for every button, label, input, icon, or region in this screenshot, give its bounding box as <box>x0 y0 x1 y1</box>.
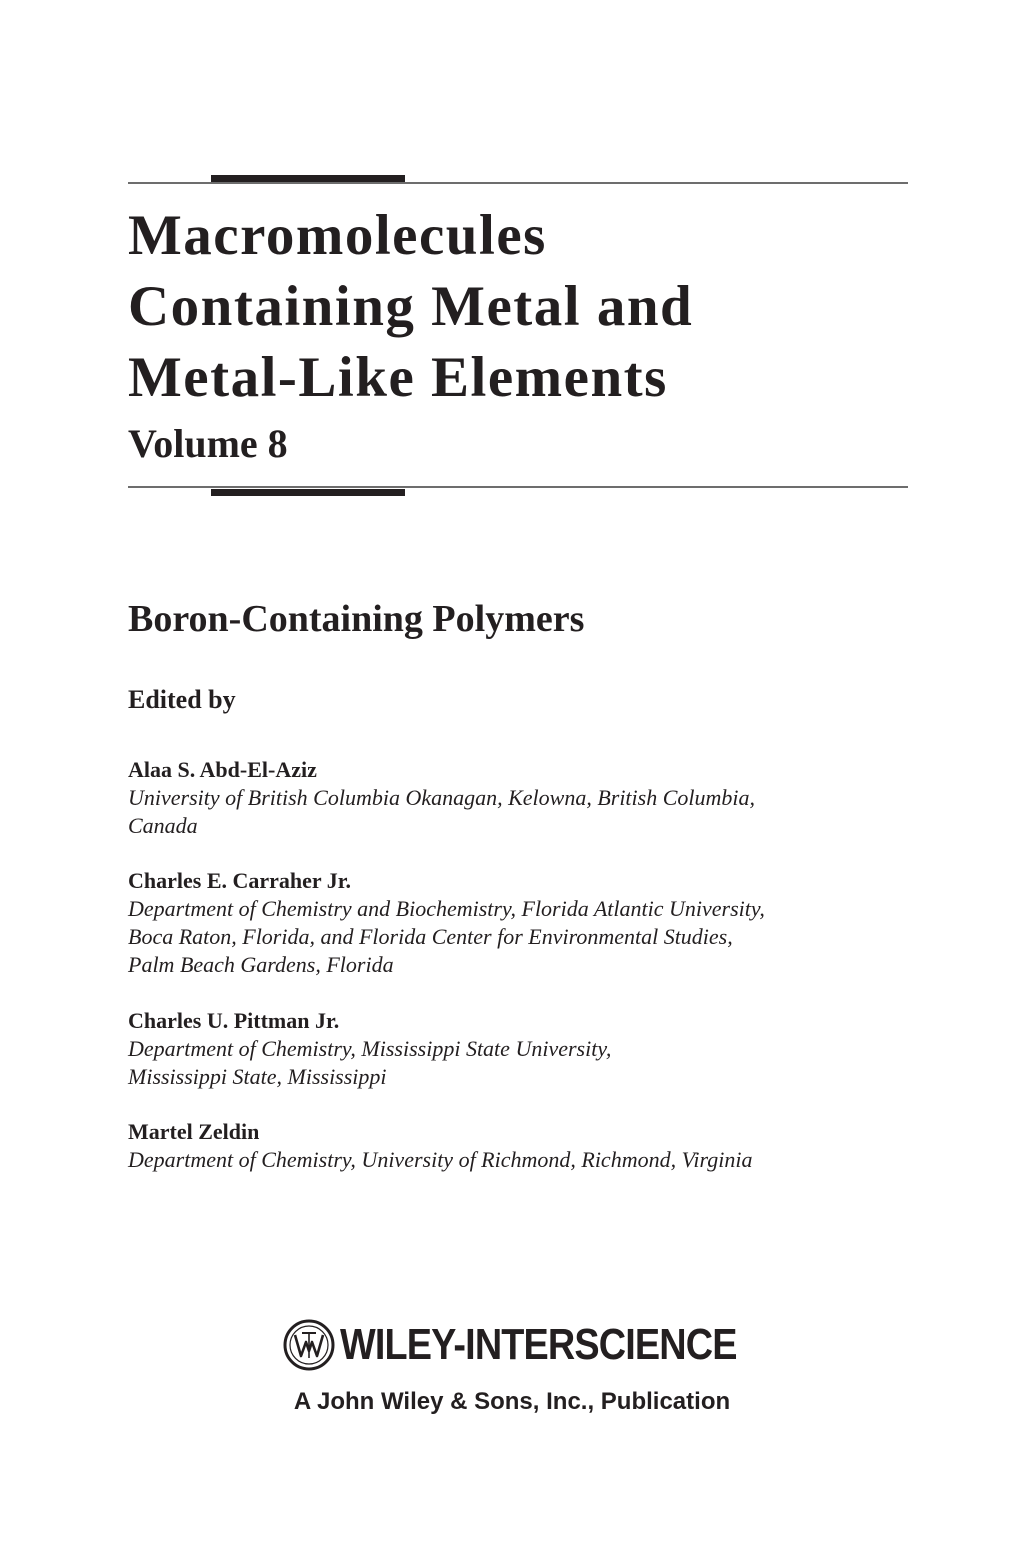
volume-label: Volume 8 <box>128 421 288 466</box>
edited-by-label: Edited by <box>128 685 236 714</box>
editor-block <box>128 756 908 840</box>
bottom-rule <box>128 486 908 488</box>
publisher-name: WILEY-INTERSCIENCE <box>340 1320 738 1369</box>
top-rule-accent <box>211 175 405 182</box>
editor-block <box>128 1007 908 1091</box>
editor-block <box>128 867 908 979</box>
editor-name: Alaa S. Abd-El-Aziz <box>128 757 317 782</box>
publisher-imprint <box>0 1318 1024 1417</box>
editor-name: Charles U. Pittman Jr. <box>128 1008 340 1033</box>
title-line: Containing Metal and <box>128 275 694 338</box>
editor-affiliation <box>128 1146 908 1174</box>
book-title <box>128 200 908 413</box>
publisher-logo-row <box>282 1318 741 1372</box>
affiliation-line: Mississippi State, Mississippi <box>128 1064 387 1089</box>
editor-affiliation <box>128 784 908 840</box>
editor-block <box>128 1118 908 1174</box>
affiliation-line: Department of Chemistry, University of Richmond, Richmond, Virginia <box>128 1147 753 1172</box>
editor-affiliation <box>128 895 908 979</box>
wiley-logo-icon <box>282 1318 336 1372</box>
editor-name: Martel Zeldin <box>128 1119 260 1144</box>
affiliation-line: Canada <box>128 813 198 838</box>
publisher-subline: A John Wiley & Sons, Inc., Publication <box>293 1388 731 1415</box>
affiliation-line: Department of Chemistry, Mississippi State University, <box>128 1036 612 1061</box>
affiliation-line: Department of Chemistry and Biochemistry, Florida Atlantic University, <box>128 896 765 921</box>
affiliation-line: Palm Beach Gardens, Florida <box>128 952 394 977</box>
affiliation-line: Boca Raton, Florida, and Florida Center for Environmental Studies, <box>128 924 733 949</box>
editor-affiliation <box>128 1035 908 1091</box>
affiliation-line: University of British Columbia Okanagan, Kelowna, British Columbia, <box>128 785 755 810</box>
title-line: Macromolecules <box>128 204 547 267</box>
title-line: Metal-Like Elements <box>128 346 668 409</box>
bottom-rule-accent <box>211 489 405 496</box>
top-rule <box>128 182 908 184</box>
subtitle: Boron-Containing Polymers <box>128 598 585 640</box>
editor-name: Charles E. Carraher Jr. <box>128 868 352 893</box>
